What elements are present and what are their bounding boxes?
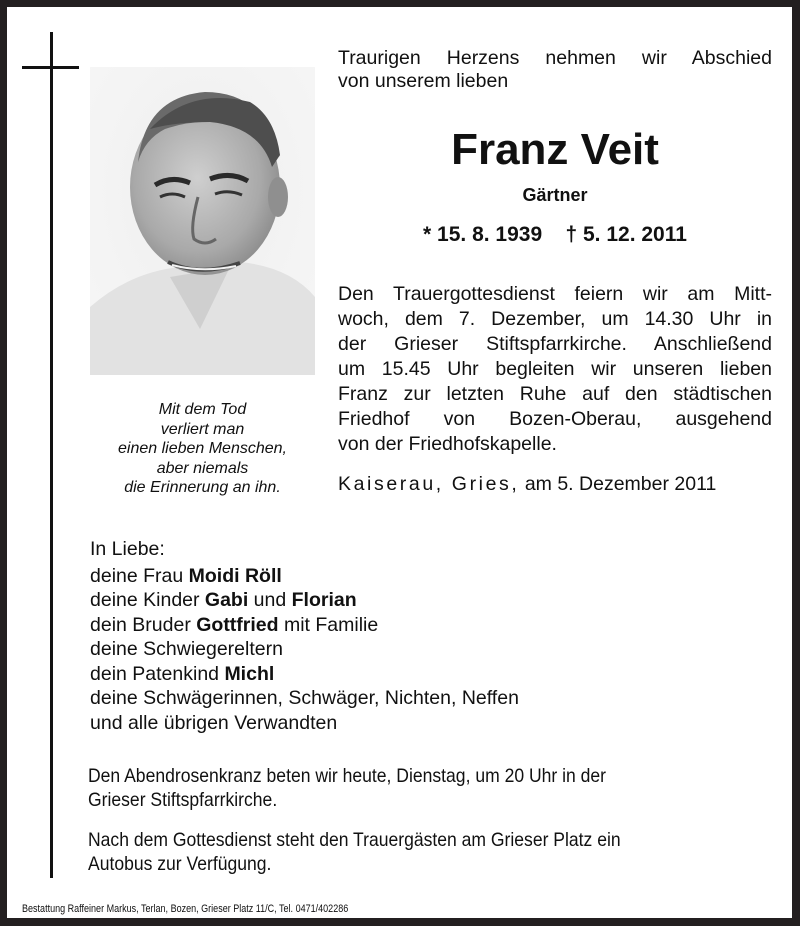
mourner-connector: und bbox=[248, 589, 292, 611]
mourner-suffix: mit Familie bbox=[278, 613, 379, 636]
mourner-relation: dein Patenkind bbox=[90, 662, 225, 685]
cross-icon-bar bbox=[22, 66, 79, 69]
intro-line: Traurigen Herzens nehmen wir Abschied bbox=[338, 47, 772, 69]
intro-text bbox=[338, 47, 772, 93]
mourner-line: und alle übrigen Verwandten bbox=[90, 711, 338, 734]
quote-line: verliert man bbox=[160, 420, 245, 438]
service-line: um 15.45 Uhr begleiten wir unseren lieben bbox=[338, 358, 772, 380]
mourner-name: Florian bbox=[291, 589, 357, 611]
mourners-list bbox=[90, 537, 610, 735]
rosary-line: Den Abendrosenkranz beten wir heute, Dienstag, um 20 Uhr in der bbox=[88, 765, 607, 787]
place: Kaiserau, Gries, bbox=[338, 473, 520, 495]
service-line: Franz zur letzten Ruhe auf den städtischen bbox=[338, 383, 772, 405]
portrait-photo-icon bbox=[90, 67, 315, 375]
mourner-relation: deine Kinder bbox=[90, 589, 205, 611]
bus-notice bbox=[88, 828, 718, 876]
intro-line: von unserem lieben bbox=[338, 70, 509, 92]
mourner-name: Gottfried bbox=[196, 613, 279, 636]
cross-icon bbox=[50, 32, 53, 878]
life-dates: * 15. 8. 1939 † 5. 12. 2011 bbox=[423, 223, 687, 246]
quote-line: die Erinnerung an ihn. bbox=[124, 479, 281, 496]
service-line: woch, dem 7. Dezember, um 14.30 Uhr in bbox=[338, 308, 772, 330]
quote-line: Mit dem Tod bbox=[158, 401, 247, 418]
deceased-occupation: Gärtner bbox=[522, 185, 588, 205]
mourner-line: deine Schwägerinnen, Schwäger, Nichten, Neffen bbox=[90, 687, 519, 709]
memorial-quote bbox=[90, 400, 315, 498]
rosary-line: Grieser Stiftspfarrkirche. bbox=[88, 789, 278, 811]
mourner-relation: deine Frau bbox=[90, 564, 189, 587]
service-line: der Grieser Stiftspfarrkirche. Anschließend bbox=[338, 333, 772, 355]
service-line: von der Friedhofskapelle. bbox=[338, 433, 557, 455]
rosary-notice bbox=[88, 764, 718, 812]
mourner-line bbox=[90, 588, 610, 613]
mourners-heading: In Liebe: bbox=[90, 538, 165, 560]
place-and-date bbox=[338, 472, 772, 497]
mourner-name: Moidi Röll bbox=[188, 564, 282, 587]
bus-line: Autobus zur Verfügung. bbox=[88, 853, 272, 875]
mourner-line bbox=[90, 564, 610, 589]
bus-line: Nach dem Gottesdienst steht den Trauergästen am Grieser Platz ein bbox=[88, 829, 621, 851]
service-line: Den Trauergottesdienst feiern wir am Mitt- bbox=[338, 283, 772, 305]
mourner-name: Michl bbox=[224, 662, 275, 685]
quote-line: einen lieben Menschen, bbox=[117, 440, 287, 457]
mourner-relation: dein Bruder bbox=[90, 613, 197, 636]
funeral-service-text bbox=[338, 282, 772, 457]
mourner-line bbox=[90, 662, 610, 687]
portrait-photo bbox=[90, 67, 315, 375]
date: am 5. Dezember 2011 bbox=[524, 473, 717, 495]
quote-line: aber niemals bbox=[156, 459, 249, 477]
deceased-name: Franz Veit bbox=[451, 125, 659, 174]
mourner-line bbox=[90, 613, 610, 638]
service-line: Friedhof von Bozen-Oberau, ausgehend bbox=[338, 408, 772, 430]
mourner-name: Gabi bbox=[204, 589, 249, 611]
mourner-line: deine Schwiegereltern bbox=[90, 638, 283, 660]
funeral-home-footer: Bestattung Raffeiner Markus, Terlan, Bozen, Grieser Platz 11/C, Tel. 0471/402286 bbox=[22, 903, 349, 915]
